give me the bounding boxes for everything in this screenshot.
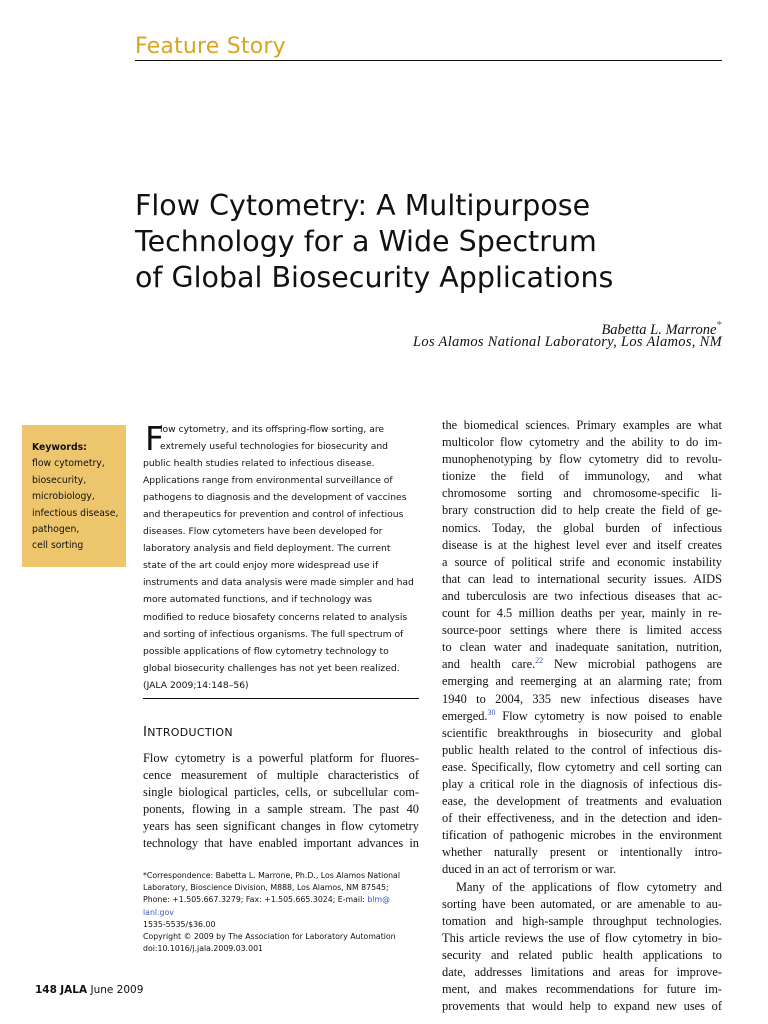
body-line: ease, the development of treatments and evaluation: [442, 794, 722, 809]
body-line: play a critical role in the diagnosis of infectious dis-: [442, 776, 722, 791]
journal-name: JALA: [60, 984, 88, 996]
abstract-line: state of the art could enjoy more widespread use if: [143, 560, 379, 572]
article-title: [135, 188, 735, 296]
body-line: [442, 656, 722, 673]
email-link-continued[interactable]: lanl.gov: [143, 907, 174, 917]
body-line: 1940 to 2004, 335 new infectious diseases have: [442, 691, 722, 706]
body-line: date, addresses limitations and areas for improve-: [442, 965, 722, 979]
text-run: New microbial pathogens are: [543, 657, 722, 672]
body-line: security and related public health applications to: [442, 947, 722, 962]
abstract-rule: [143, 698, 419, 699]
keyword-item: pathogen,: [32, 524, 80, 536]
body-line: count for 4.5 million deaths per year, mainly in re-: [442, 606, 722, 621]
author-name: Babetta L. Marrone: [601, 321, 717, 338]
header-rule: [135, 60, 722, 61]
keyword-item: cell sorting: [32, 540, 84, 552]
body-line: [442, 708, 722, 725]
body-line: emerging and reemerging at an alarming rate; from: [442, 674, 722, 689]
keyword-item: flow cytometry,: [32, 458, 105, 470]
keyword-item: microbiology,: [32, 491, 95, 503]
body-line: Many of the applications of flow cytometry and: [456, 879, 722, 894]
issn: 1535-5535/$36.00: [143, 919, 216, 929]
title-line: Technology for a Wide Spectrum: [135, 225, 597, 258]
page-footer: [35, 984, 143, 996]
abstract-line: global biosecurity challenges has not yet been realized.: [143, 662, 400, 674]
body-line: ease. Specifically, flow cytometry and cell sorting can: [442, 759, 722, 774]
body-line: chromosome sorting and chromosome-specific li-: [442, 486, 722, 501]
body-line: sorting have been automated, or are amenable to au-: [442, 896, 722, 911]
doi: doi:10.1016/j.jala.2009.03.001: [143, 944, 263, 954]
correspondence-footnote: [143, 870, 423, 955]
abstract-dropcap: F: [145, 419, 164, 458]
abstract-line: public health studies related to infectious disease.: [143, 458, 375, 470]
body-line: nomics. Today, the global burden of infectious: [442, 520, 722, 535]
keyword-item: infectious disease,: [32, 507, 119, 519]
body-line: Flow cytometry is a powerful platform for fluores-: [143, 751, 419, 765]
abstract-line: modified to reduce biosafety concerns related to analysis: [143, 611, 408, 623]
title-line: Flow Cytometry: A Multipurpose: [135, 189, 591, 222]
body-line: source-poor settings where there is limited access: [442, 623, 722, 638]
body-line: years has seen significant changes in flow cytometry: [143, 819, 419, 834]
body-line: a source of political strife and economic instability: [442, 554, 722, 569]
text-run: emerged.: [442, 708, 488, 723]
footnote-line: Laboratory, Bioscience Division, M888, Los Alamos, NM 87545;: [143, 883, 389, 893]
body-line: multicolor flow cytometry and the ability to do im-: [442, 435, 722, 450]
body-line: This article reviews the use of flow cytometry in bio-: [442, 930, 722, 945]
title-line: of Global Biosecurity Applications: [135, 261, 614, 294]
body-line: of their effectiveness, and in the detection and iden-: [442, 811, 722, 826]
body-line: tomation and high-sample throughput technologies.: [442, 913, 722, 928]
section-label: Feature Story: [135, 34, 286, 59]
copyright: Copyright © 2009 by The Association for Laboratory Automation: [143, 932, 396, 942]
page-number: 148: [35, 984, 57, 996]
body-line: tionize the field of immunology, and what: [442, 469, 722, 484]
body-line: ponents, flowing in a sample stream. The past 40: [143, 802, 419, 817]
abstract-line: and sorting of infectious organisms. The full spectrum of: [143, 628, 404, 640]
introduction-body: [143, 750, 419, 853]
abstract-line: instruments and data analysis were made simpler and had: [143, 577, 414, 589]
body-line: disease is at the highest level ever and itself creates: [442, 537, 722, 552]
abstract-line: extremely useful technologies for biosecurity and: [160, 441, 389, 453]
citation-link[interactable]: 22: [535, 656, 544, 666]
abstract-line: diseases. Flow cytometers have been developed for: [143, 526, 383, 538]
body-line: duced in an act of terrorism or war.: [442, 862, 617, 877]
footnote-line: [143, 894, 423, 906]
body-line: ment, and makes recommendations for future im-: [442, 982, 722, 997]
email-link[interactable]: blm@: [367, 895, 390, 905]
body-line: cence measurement of multiple characteristics of: [143, 768, 419, 783]
heading-rest: NTRODUCTION: [147, 726, 233, 739]
right-column-body: [442, 417, 722, 1015]
body-line: and tuberculosis are two infectious diseases that ac-: [442, 588, 722, 603]
body-line: public health related to the control of infectious dis-: [442, 742, 722, 757]
text-run: Phone: +1.505.667.3279; Fax: +1.505.665.3024; E-mail:: [143, 895, 368, 905]
body-line: to clean water and inadequate sanitation, nutrition,: [442, 640, 722, 655]
abstract: [143, 421, 418, 694]
footnote-line: *Correspondence: Babetta L. Marrone, Ph.D., Los Alamos National: [143, 871, 400, 880]
abstract-line: and therapeutics for prevention and control of infectious: [143, 509, 404, 521]
abstract-line: pathogens to diagnosis and the development of vaccines: [143, 492, 407, 504]
citation-link[interactable]: 30: [487, 707, 496, 717]
abstract-line: more automated functions, and if technology was: [143, 594, 372, 606]
body-line: whether naturally present or intentionally intro-: [442, 845, 722, 860]
keyword-item: biosecurity,: [32, 474, 87, 486]
abstract-line: possible applications of flow cytometry technology to: [143, 645, 389, 657]
keywords-box: [22, 425, 126, 567]
text-run: Flow cytometry is now poised to enable: [495, 708, 722, 723]
body-line: munophenotyping by flow cytometry did to revolu-: [442, 452, 722, 467]
author-affiliation: Los Alamos National Laboratory, Los Alamos, NM: [413, 334, 722, 350]
abstract-line: Applications range from environmental surveillance of: [143, 475, 393, 487]
body-line: technology that have enabled important advances in: [143, 836, 419, 851]
abstract-line: laboratory analysis and field deployment. The current: [143, 543, 391, 555]
body-line: brary construction did to help create the field of ge-: [442, 503, 722, 518]
body-line: single biological particles, cells, or subcellular com-: [143, 785, 419, 800]
text-run: and health care.: [442, 657, 536, 672]
author-marker[interactable]: *: [716, 319, 722, 331]
abstract-line: low cytometry, and its offspring-flow sorting, are: [160, 424, 385, 435]
abstract-line: (JALA 2009;14:148–56): [143, 679, 249, 691]
body-line: scientific breakthroughs in biosecurity and global: [442, 725, 722, 740]
body-line: the biomedical sciences. Primary examples are what: [442, 418, 722, 432]
heading-cap: I: [143, 724, 148, 740]
keywords-label: Keywords:: [32, 442, 87, 453]
issue-date: June 2009: [90, 984, 144, 996]
body-line: provements that would help to expand new uses of: [442, 999, 722, 1014]
body-line: that can lead to international security issues. AIDS: [442, 571, 722, 586]
body-line: tification of pathogenic microbes in the environment: [442, 828, 722, 843]
introduction-heading: [143, 724, 233, 740]
